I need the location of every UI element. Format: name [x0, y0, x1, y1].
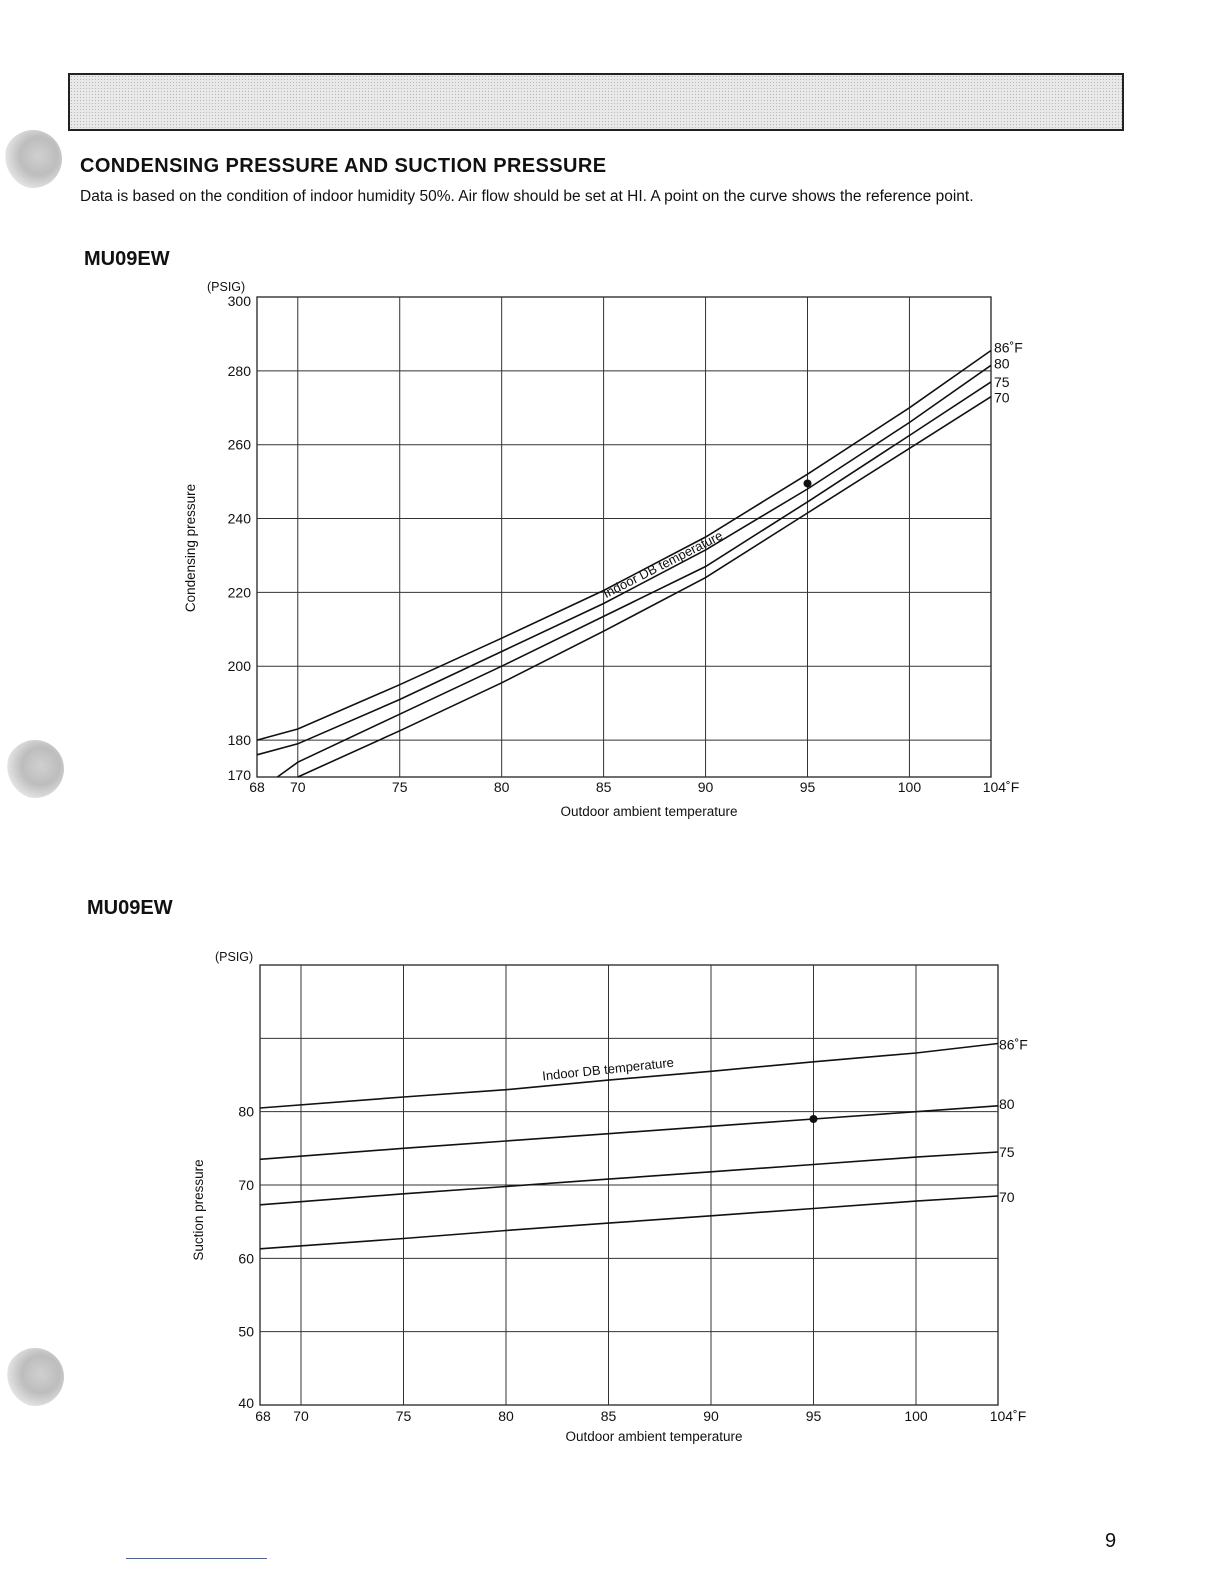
y-tick-label: 50: [238, 1323, 254, 1340]
reference-point: [804, 479, 812, 487]
series-end-label-80: 80: [994, 355, 1010, 372]
y-unit-label: (PSIG): [215, 950, 254, 964]
section-description: Data is based on the condition of indoor humidity 50%. Air flow should be set at HI. A point on the curve shows the reference point.: [80, 188, 974, 205]
x-tick-label: 90: [703, 1408, 719, 1424]
y-tick-label: 180: [227, 732, 251, 749]
x-axis-title: Outdoor ambient temperature: [560, 804, 738, 819]
x-tick-label: 70: [293, 1408, 309, 1424]
x-tick-label: 80: [493, 779, 510, 795]
chart2-model-label: MU09EW: [87, 897, 173, 919]
footer-rule: [126, 1558, 267, 1559]
x-tick-label: 80: [498, 1408, 514, 1424]
y-tick-label: 300: [227, 293, 251, 309]
y-axis-title: Condensing pressure: [183, 483, 198, 613]
chart1-model-label: MU09EW: [84, 248, 170, 270]
y-tick-label: 40: [238, 1395, 254, 1411]
plot-frame: [257, 297, 991, 777]
x-tick-label: 68: [255, 1408, 271, 1424]
series-end-label-75: 75: [999, 1144, 1015, 1160]
x-tick-label: 68: [249, 779, 265, 795]
x-tick-label: 85: [595, 779, 612, 795]
x-axis-title: Outdoor ambient temperature: [565, 1429, 743, 1444]
y-tick-label: 260: [227, 436, 251, 453]
series-line-70: [298, 397, 991, 777]
series-end-label-70: 70: [994, 389, 1010, 406]
series-end-label-86: 86˚F: [999, 1036, 1028, 1053]
y-unit-label: (PSIG): [207, 280, 246, 294]
x-tick-label: 104˚F: [982, 779, 1020, 795]
section-title: CONDENSING PRESSURE AND SUCTION PRESSURE: [80, 155, 607, 177]
x-tick-label: 95: [805, 1408, 822, 1424]
y-tick-label: 80: [238, 1103, 254, 1120]
y-tick-label: 280: [227, 362, 251, 379]
y-tick-label: 240: [227, 510, 251, 527]
x-tick-label: 70: [289, 779, 306, 795]
series-line-86: [257, 351, 991, 741]
y-tick-label: 70: [238, 1177, 254, 1193]
y-tick-label: 60: [238, 1250, 254, 1267]
x-tick-label: 95: [799, 779, 816, 795]
x-tick-label: 75: [395, 1408, 412, 1424]
x-tick-label: 104˚F: [989, 1408, 1027, 1424]
condensing-pressure-chart: [183, 280, 1023, 819]
series-line-80: [257, 365, 991, 755]
series-end-label-75: 75: [994, 373, 1010, 390]
x-tick-label: 90: [697, 779, 714, 795]
page-number: 9: [1105, 1530, 1117, 1552]
x-tick-label: 75: [391, 779, 408, 795]
reference-point: [810, 1115, 818, 1123]
series-end-label-86: 86˚F: [994, 339, 1023, 356]
series-line-75: [260, 1152, 998, 1205]
y-tick-label: 220: [227, 584, 251, 601]
y-axis-title: Suction pressure: [191, 1159, 206, 1261]
x-tick-label: 100: [897, 779, 922, 795]
series-end-label-70: 70: [999, 1189, 1015, 1205]
y-tick-label: 170: [227, 767, 251, 783]
series-line-70: [260, 1196, 998, 1249]
suction-pressure-chart: [191, 950, 1028, 1444]
x-tick-label: 100: [904, 1408, 928, 1424]
series-line-80: [260, 1106, 998, 1160]
series-end-label-80: 80: [999, 1095, 1015, 1112]
x-tick-label: 85: [600, 1408, 617, 1424]
curve-annotation: Indoor DB temperature: [541, 1054, 675, 1084]
y-tick-label: 200: [227, 658, 251, 675]
curve-annotation: Indoor DB temperature: [600, 527, 726, 602]
series-line-86: [260, 1044, 998, 1109]
